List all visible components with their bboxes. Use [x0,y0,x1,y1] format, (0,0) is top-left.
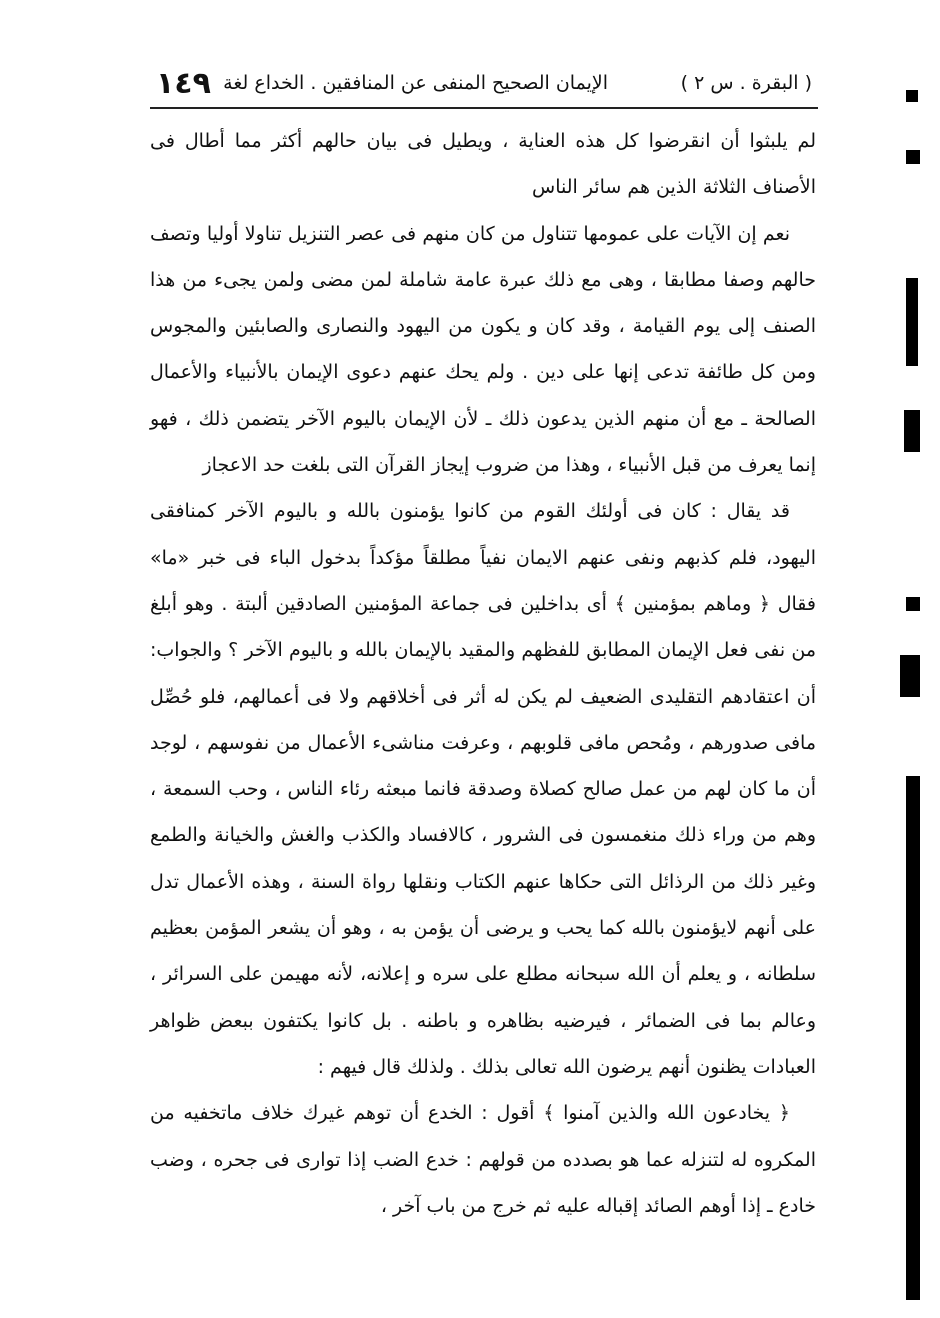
page-number: ١٤٩ [156,66,211,101]
edge-mark [906,150,920,164]
edge-mark [906,776,920,1300]
running-header [150,62,818,106]
body-text [150,118,816,1229]
paragraph: ﴿ يخادعون الله والذين آمنوا ﴾ أقول : الخدع أن توهم غيرك خلاف ماتخفيه من المكروه له لتنزله عما هو بصدده من قولهم : خدع الضب إذا توارى فى جحره ، وضب خادع ـ إذا أوهم الصائد إقباله عليه ثم خرج من باب آخر ، [150,1102,816,1217]
edge-mark [906,278,918,366]
paragraph-continuation: لم يلبثوا أن انقرضوا كل هذه العناية ، ويطيل فى بيان حالهم أكثر مما أطال فى الأصناف الثلاثة الذين هم سائر الناس [150,130,816,199]
header-section-ref: ( البقرة . س ٢ ) [680,72,812,94]
edge-mark [906,597,920,611]
header-rule [150,107,818,109]
paragraph: نعم إن الآيات على عمومها تتناول من كان منهم فى عصر التنزيل تناولا أوليا وتصف حالهم وصفا مطابقا ، وهى مع ذلك عبرة عامة شاملة لمن مضى ولمن يجىء من هذا الصنف إلى يوم القيامة ، وقد كان و يكون من اليهود والنصارى والصابئين والمجوس ومن كل طائفة تدعى إنها على دين . ولم يحك عنهم دعوى الإيمان بالأنبياء والأعمال الصالحة ـ مع أن منهم الذين يدعون ذلك ـ لأن الإيمان باليوم الآخر يتضمن ذلك ، فهو إنما يعرف من قبل الأنبياء ، وهذا من ضروب إيجاز القرآن التى بلغت حد الاعجاز [150,222,816,477]
paragraph: قد يقال : كان فى أولئك القوم من كانوا يؤمنون بالله و باليوم الآخر كمنافقى اليهود، فلم كذبهم ونفى عنهم الايمان نفياً مطلقاً مؤكداً بدخول الباء فى خبر «ما» فقال ﴿ وماهم بمؤمنين ﴾ أى بداخلين فى جماعة المؤمنين الصادقين ألبتة . وهو أبلغ من نفى فعل الإيمان المطابق للفظهم والمقيد بالإيمان بالله و باليوم الآخر ؟ والجواب: أن اعتقادهم التقليدى الضعيف لم يكن له أثر فى أخلاقهم ولا فى أعمالهم، فلو حُصِّل مافى صدورهم ، ومُحص مافى قلوبهم ، وعرفت مناشىء الأعمال من نفوسهم ، لوجد أن ما كان لهم من عمل صالح كصلاة وصدقة فانما مبعثه رئاء الناس ، وحب السمعة ، وهم من وراء ذلك منغمسون فى الشرور ، كالافساد والكذب والغش والخيانة والطمع وغير ذلك من الرذائل التى حكاها عنهم الكتاب ونقلها رواة السنة ، وهذه الأعمال تدل على أنهم لايؤمنون بالله كما يحب و يرضى أن يؤمن به ، وهو أن يشعر المؤمن بعظيم سلطانه ، و يعلم أن الله سبحانه مطلع على سره و إعلانه، لأنه مهيمن على السرائر ، وعالم بما فى الضمائر ، فيرضيه بظاهره و باطنه . بل كانوا يكتفون ببعض ظواهر العبادات يظنون أنهم يرضون الله تعالى بذلك . ولذلك قال فيهم : [150,500,816,1078]
edge-mark [904,410,920,452]
header-title: الإيمان الصحيح المنفى عن المنافقين . الخداع لغة [223,72,608,94]
scan-edge-marks [892,0,940,1318]
edge-mark [906,90,918,102]
edge-mark [900,655,920,697]
